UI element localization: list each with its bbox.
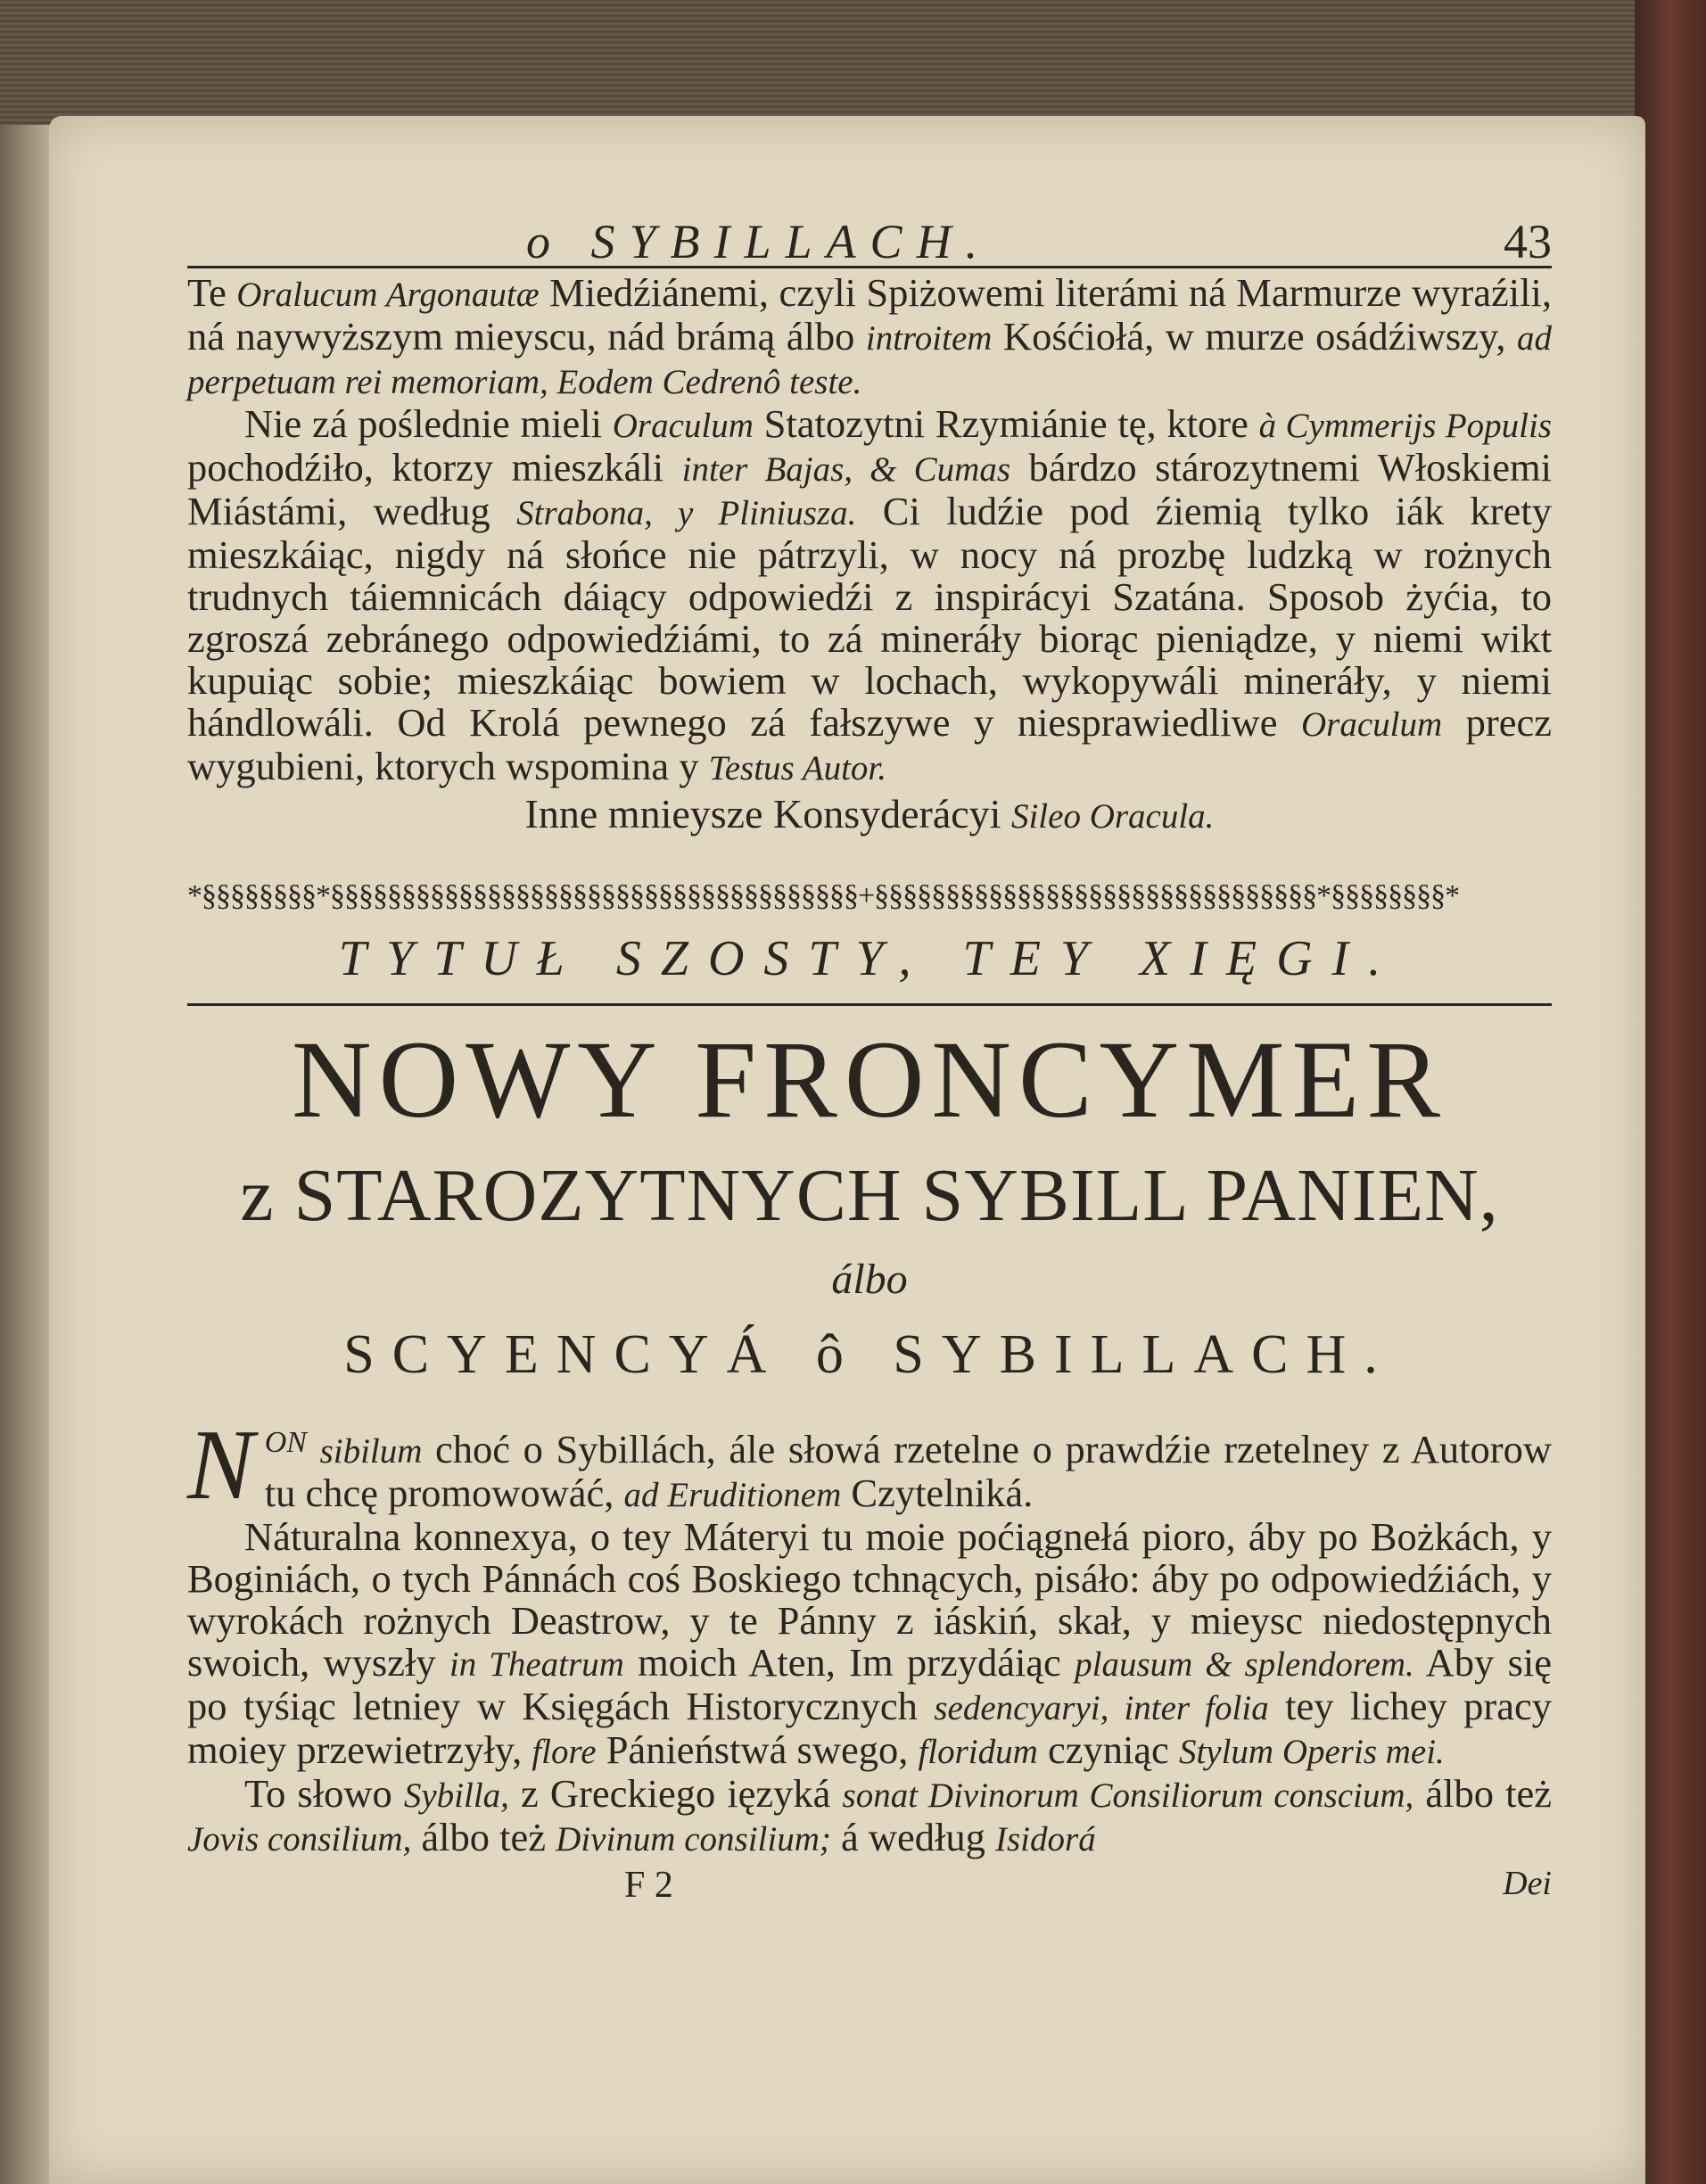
roman-text: Ci ludźie pod źiemią tylko iák krety mieszkáiąc, nigdy ná słońce nie pátrzyli, w nocy ná prozbę ludzką w rożnych trudnych táiemnicách dáiący odpowiedźi z inspirácyi Szatána. Sposob żyćia, to zgroszá zebránego odpowiedźiámi, to zá mineráły biorąc pieniądze, y niemi wikt kupuiąc sobie; mieszkáiąc bowiem w lochach, wykopywáli mineráły, y niemi hándlowáli. Od Krolá pewnego zá fałszywe y niesprawiedliwe: [187, 489, 1552, 745]
roman-text: Nie zá poślednie mieli: [244, 401, 613, 446]
body-paragraph-3: [187, 1773, 1552, 1860]
roman-text: Aby się po tyśiąc letniey w Księgách Historycznych: [187, 1640, 1553, 1728]
ornament-divider: *§§§§§§§§*§§§§§§§§§§§§§§§§§§§§§§§§§§§§§§§§§§§§§+§§§§§§§§§§§§§§§§§§§§§§§§§§§§§§§*§§§§§§§§*: [187, 879, 1460, 912]
italic-text: Divinum consilium;: [556, 1820, 831, 1858]
italic-text: sedencyaryi, inter folia: [934, 1689, 1269, 1727]
roman-text: To słowo: [244, 1771, 404, 1816]
paper-page: [49, 116, 1645, 2184]
paragraph-1: [187, 272, 1552, 403]
italic-text: Testus Autor.: [708, 749, 887, 787]
roman-text: Inne mnieysze Konsyderácyi: [524, 791, 1011, 837]
italic-text: à Cymmerijs Populis: [1258, 407, 1552, 445]
roman-text: álbo też: [1413, 1771, 1552, 1816]
body-text: [187, 1410, 1553, 1860]
roman-text: precz wygubieni, ktorych wspomina y: [187, 700, 1552, 788]
italic-text: sonat Divinorum Consiliorum conscium,: [842, 1776, 1414, 1815]
roman-text: álbo też: [411, 1815, 556, 1859]
small-caps-opening: ON: [264, 1426, 307, 1459]
roman-text: choć o Sybillách, ále słowá rzetelne o prawdźie rzetelney z Autorow tu chcę promowowáć,: [264, 1427, 1552, 1515]
italic-text: Sileo Oracula.: [1010, 797, 1215, 836]
running-head: [187, 214, 1552, 268]
roman-text: Pánieństwá swego,: [596, 1727, 919, 1772]
page-stack-top-edge: [0, 0, 1706, 134]
italic-text: ad perpetuam rei memoriam, Eodem Cedrenô teste.: [187, 319, 1552, 401]
roman-text: moich Aten, Im przydáiąc: [623, 1640, 1076, 1685]
roman-text: z Greckiego ięzyká: [508, 1771, 843, 1816]
italic-text: Oraculum: [1300, 705, 1443, 744]
italic-text: Oralucum Argonautæ: [236, 276, 540, 314]
catchword: Dei: [1503, 1865, 1552, 1902]
section-heading: TYTUŁ SZOSTY, TEY XIĘGI.: [338, 931, 1401, 986]
roman-text: pochodźiło, ktorzy mieszkáli: [187, 445, 682, 490]
page-footer: [187, 1864, 1552, 1908]
italic-text: sibilum: [319, 1432, 423, 1471]
paragraph-2: [187, 403, 1552, 789]
italic-text: flore: [532, 1733, 597, 1771]
title-line-2: z STAROZYTNYCH SYBILL PANIEN,: [240, 1154, 1499, 1237]
italic-text: plausum & splendorem.: [1075, 1645, 1414, 1684]
title-rule: [187, 1003, 1552, 1006]
roman-text: á według: [830, 1815, 996, 1859]
body-paragraph-1-text: [265, 1427, 1552, 1515]
book-binding-edge: [1635, 0, 1706, 2184]
italic-text: introitem: [865, 319, 993, 358]
roman-text: Czytelniká.: [841, 1471, 1034, 1515]
roman-text: Náturalna konnexya, o tey Máteryi tu moie poćiągnełá pioro, áby po Bożkách, y Boginiách, o tych Pánnách coś Boskiego tchnących, pisáło: áby po odpowiedźiách, y wyrokách rożnych Deastrow, y te Pánny z iáskiń, skał, y mieysc niedostępnych swoich, wyszły: [187, 1514, 1552, 1685]
roman-text: Kośćiołá, w murze osádźiwszy,: [992, 314, 1517, 359]
title-line-1: NOWY FRONCYMER: [292, 1018, 1447, 1141]
drop-cap: N: [187, 1410, 254, 1521]
italic-text: Jovis consilium,: [187, 1820, 412, 1858]
italic-text: Stylum Operis mei.: [1178, 1733, 1445, 1771]
body-paragraph-1: [187, 1410, 1552, 1521]
italic-text: in Theatrum: [449, 1645, 624, 1684]
italic-text: Isidorá: [995, 1820, 1096, 1858]
page-number: 43: [1504, 215, 1552, 268]
text-block: [187, 214, 1552, 1908]
italic-text: Oraculum: [612, 407, 754, 445]
italic-text: inter Bajas, & Cumas: [681, 450, 1011, 489]
roman-text: Statozytni Rzymiánie tę, ktore: [753, 401, 1259, 446]
roman-text: tey lichey pracy moiey przewietrzyły,: [187, 1684, 1552, 1772]
roman-text: bárdzo stározytnemi Włoskiemi Miástámi, według: [187, 445, 1552, 533]
italic-text: ad Eruditionem: [623, 1476, 842, 1514]
title-line-3: álbo: [831, 1256, 908, 1303]
signature-mark: F 2: [624, 1865, 673, 1906]
roman-text: Miedźiánemi, czyli Spiżowemi literámi ná Marmurze wyraźili, ná naywyższym mieyscu, nád brámą álbo: [187, 270, 1552, 359]
closing-line: [187, 793, 1552, 837]
roman-text: czyniąc: [1037, 1727, 1179, 1772]
roman-text: Te: [187, 270, 237, 315]
italic-text: Strabona, y Pliniusza.: [516, 494, 857, 532]
italic-text: floridum: [918, 1733, 1038, 1771]
italic-text: Sybilla,: [403, 1776, 509, 1815]
running-head-title: o SYBILLACH.: [526, 215, 993, 268]
body-paragraph-2: [187, 1516, 1552, 1773]
title-line-4: SCYENCYÁ ô SYBILLACH.: [343, 1324, 1396, 1385]
